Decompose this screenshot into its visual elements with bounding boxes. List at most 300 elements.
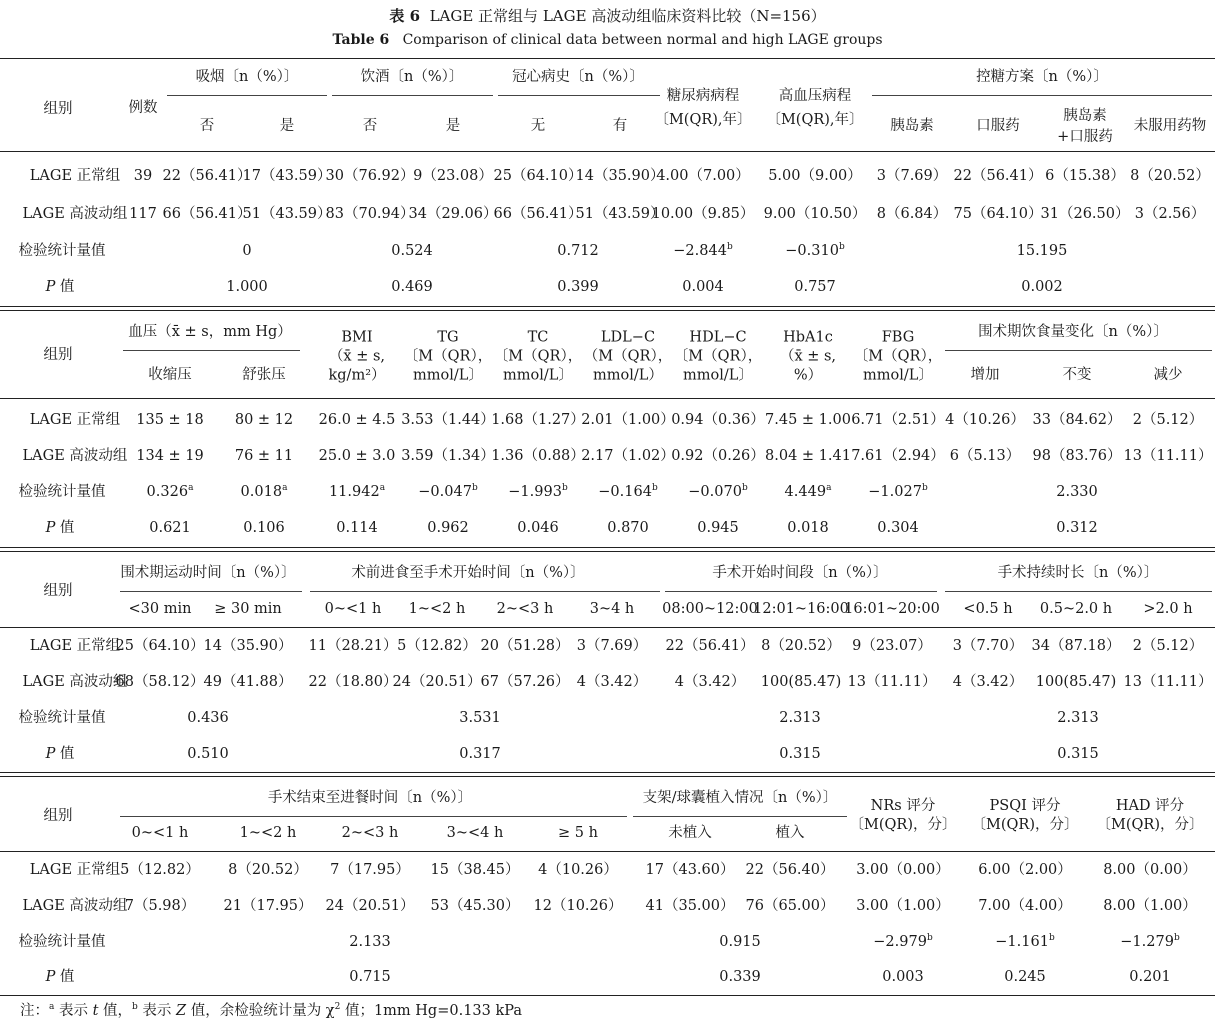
p-letter: P xyxy=(45,520,56,536)
subheader: 1~<2 h xyxy=(239,825,297,841)
cell-stat: 15.195 xyxy=(1016,243,1068,259)
cell-normal: 6.00（2.00） xyxy=(978,862,1072,878)
table-rule xyxy=(0,306,1215,307)
cell-p: 0.312 xyxy=(1056,520,1098,536)
cell-high: 41（35.00） xyxy=(645,898,735,914)
p-letter: P xyxy=(45,969,56,985)
cell-high: 49（41.88） xyxy=(203,674,293,690)
cell-high: 4（3.42） xyxy=(576,674,648,690)
cell-stat: −2.979$^b$ xyxy=(873,933,933,950)
table-caption-chinese xyxy=(0,5,1215,26)
subheader: 2~<3 h xyxy=(341,825,399,841)
header-drinking: 饮酒〔n（%）〕 xyxy=(360,69,464,85)
header-tg xyxy=(404,329,492,386)
cell-p: 0.201 xyxy=(1129,969,1171,985)
subheader: 有 xyxy=(612,118,628,134)
subheader: 植入 xyxy=(775,825,805,841)
cell-high: 8.04 ± 1.41 xyxy=(765,448,851,464)
subheader: <0.5 h xyxy=(963,601,1013,617)
header-hdl xyxy=(674,329,762,386)
cell-stat: 0.436 xyxy=(187,710,229,726)
row-label-high: LAGE 高波动组 xyxy=(22,898,128,914)
header-bmi-line: kg/m²） xyxy=(328,367,386,384)
cell-normal: 3（7.70） xyxy=(952,638,1024,654)
table-rule xyxy=(0,310,1215,311)
cell-high: 3.00（1.00） xyxy=(856,898,950,914)
cell-normal: 8（20.52） xyxy=(1130,168,1210,184)
cell-high: 100(85.47) xyxy=(1035,674,1117,690)
cell-normal: 2（5.12） xyxy=(1132,638,1204,654)
subheader: 未植入 xyxy=(668,825,712,841)
p-value-label xyxy=(46,745,75,763)
header-bmi-line: （x̄ ± s, xyxy=(328,348,386,365)
p-suffix: 值 xyxy=(55,746,75,762)
header-tc-line: TC xyxy=(527,329,549,346)
cell-high: 1.36（0.88） xyxy=(491,448,585,464)
cell-high: 51（43.59） xyxy=(575,206,665,222)
row-label-normal: LAGE 正常组 xyxy=(29,168,121,184)
cell-high: 4（3.42） xyxy=(674,674,746,690)
cell-high: 24（20.51） xyxy=(325,898,415,914)
table-rule xyxy=(0,547,1215,548)
header-fasting-time: 术前进食至手术开始时间〔n（%）〕 xyxy=(351,565,585,581)
stat-superscript: b xyxy=(726,242,733,253)
header-hdl-line: HDL−C xyxy=(689,329,747,346)
cell-normal: 5.00（9.00） xyxy=(768,168,862,184)
subheader: 口服药 xyxy=(976,118,1020,134)
cell-p: 0.339 xyxy=(719,969,761,985)
row-label-stat: 检验统计量值 xyxy=(18,484,106,500)
header-psqi-line: 〔M(QR)，分〕 xyxy=(971,817,1079,833)
cell-stat: 4.449$^a$ xyxy=(784,483,832,500)
p-letter: P xyxy=(45,746,56,762)
header-htn-duration-unit: 〔M(QR),年〕 xyxy=(766,112,864,128)
group-column-header: 组别 xyxy=(43,583,73,599)
cell-high: 7.00（4.00） xyxy=(978,898,1072,914)
header-fbg xyxy=(854,329,942,386)
cell-normal: 3.53（1.44） xyxy=(401,412,495,428)
subheader: 否 xyxy=(362,118,378,134)
cell-high: 34（29.06） xyxy=(408,206,498,222)
cell-p: 0.106 xyxy=(243,520,285,536)
stat-superscript: b xyxy=(926,933,933,944)
header-fbg-line: mmol/L〕 xyxy=(863,367,933,384)
header-tg-line: mmol/L〕 xyxy=(413,367,483,384)
cell-p: 0.469 xyxy=(391,279,433,295)
subheader: 2~<3 h xyxy=(496,601,554,617)
subheader: 无 xyxy=(530,118,546,134)
p-value-label xyxy=(46,519,75,537)
subheader: <30 min xyxy=(128,601,192,617)
cell-high: 13（11.11） xyxy=(1123,448,1213,464)
cell-high: 76（65.00） xyxy=(745,898,835,914)
stat-superscript: b xyxy=(838,242,845,253)
cell-normal: 2（5.12） xyxy=(1132,412,1204,428)
subheader: 1~<2 h xyxy=(408,601,466,617)
cell-high: 22（18.80） xyxy=(308,674,398,690)
cell-normal: 8（20.52） xyxy=(761,638,841,654)
cell-stat: −0.310$^b$ xyxy=(785,242,845,259)
cell-p: 0.962 xyxy=(427,520,469,536)
header-nrs xyxy=(850,797,957,835)
subheader: 胰岛素 xyxy=(1063,108,1107,124)
p-value-label xyxy=(46,278,75,296)
cell-normal: 22（56.41） xyxy=(162,168,252,184)
cell-high: 134 ± 19 xyxy=(136,448,204,464)
subheader: 舒张压 xyxy=(242,367,286,383)
cell-normal: 8（20.52） xyxy=(228,862,308,878)
cell-stat: 0.524 xyxy=(391,243,433,259)
header-dm-duration-unit: 〔M(QR),年〕 xyxy=(654,112,752,128)
cell-high: 31（26.50） xyxy=(1040,206,1130,222)
cell-stat: −2.844$^b$ xyxy=(673,242,733,259)
stat-superscript: a xyxy=(282,483,288,494)
group-underline xyxy=(120,591,302,592)
subheader: 0~<1 h xyxy=(324,601,382,617)
p-letter: P xyxy=(45,279,56,295)
cell-high: 66（56.41） xyxy=(162,206,252,222)
header-dm-duration: 糖尿病病程 xyxy=(666,88,740,104)
cell-normal: 25（64.10） xyxy=(115,638,205,654)
cell-p: 0.245 xyxy=(1004,969,1046,985)
cell-high: 0.92（0.26） xyxy=(671,448,765,464)
group-column-header: 组别 xyxy=(43,347,73,363)
subheader: 否 xyxy=(199,118,215,134)
cell-p: 0.114 xyxy=(336,520,378,536)
cell-normal: 3（7.69） xyxy=(876,168,948,184)
header-ldl-line: （M（QR）， xyxy=(583,348,673,365)
subheader: ≥ 5 h xyxy=(558,825,598,841)
subheader: 16:01~20:00 xyxy=(844,601,940,617)
cell-p: 0.399 xyxy=(557,279,599,295)
cell-high: 76 ± 11 xyxy=(234,448,294,464)
caption-text: LAGE 正常组与 LAGE 高波动组临床资料比较（N=156） xyxy=(429,7,826,25)
cell-normal: 80 ± 12 xyxy=(234,412,294,428)
row-label-normal: LAGE 正常组 xyxy=(29,412,121,428)
header-had xyxy=(1097,797,1204,835)
table-number-en: Table 6 xyxy=(332,32,390,48)
cell-normal: 25（64.10） xyxy=(493,168,583,184)
group-underline xyxy=(498,95,660,96)
subheader: 未服用药物 xyxy=(1133,118,1207,134)
group-underline xyxy=(945,350,1212,351)
header-hdl-line: mmol/L〕 xyxy=(683,367,753,384)
subheader: 增加 xyxy=(970,367,1000,383)
p-suffix: 值 xyxy=(55,520,75,536)
cell-p: 1.000 xyxy=(226,279,268,295)
subheader: 是 xyxy=(445,118,461,134)
cell-stat: 0.018$^a$ xyxy=(240,483,288,500)
header-glucose-plan: 控糖方案〔n（%）〕 xyxy=(976,69,1108,85)
cell-high: 75（64.10） xyxy=(953,206,1043,222)
cell-p: 0.757 xyxy=(794,279,836,295)
cell-stat: −1.279$^b$ xyxy=(1120,933,1180,950)
cell-high: 10.00（9.85） xyxy=(651,206,755,222)
group-underline xyxy=(872,95,1212,96)
group-underline xyxy=(123,350,300,351)
header-hdl-line: 〔M（QR）， xyxy=(673,348,763,365)
cell-high: 8（6.84） xyxy=(876,206,948,222)
cell-p: 0.317 xyxy=(459,746,501,762)
table-rule xyxy=(0,627,1215,628)
header-surgery-start: 手术开始时间段〔n（%）〕 xyxy=(712,565,888,581)
cell-p: 0.870 xyxy=(607,520,649,536)
group-column-header: 组别 xyxy=(43,101,73,117)
cell-normal: 135 ± 18 xyxy=(136,412,204,428)
header-had-line: 〔M(QR)，分〕 xyxy=(1096,817,1204,833)
stat-superscript: b xyxy=(741,483,748,494)
cell-normal: 3.00（0.00） xyxy=(856,862,950,878)
cell-stat: 3.531 xyxy=(459,710,501,726)
subheader: 08:00~12:00 xyxy=(662,601,758,617)
subheader: ≥ 30 min xyxy=(214,601,282,617)
group-underline xyxy=(310,591,660,592)
cell-p: 0.315 xyxy=(779,746,821,762)
cell-normal: 17（43.59） xyxy=(242,168,332,184)
cell-p: 0.046 xyxy=(517,520,559,536)
cell-normal: 34（87.18） xyxy=(1031,638,1121,654)
stat-superscript: b xyxy=(1173,933,1180,944)
cell-normal: 1.68（1.27） xyxy=(491,412,585,428)
header-nrs-line: 〔M(QR)，分〕 xyxy=(849,817,957,833)
header-tc-line: mmol/L〕 xyxy=(503,367,573,384)
header-tg-line: TG xyxy=(437,329,459,346)
subheader: +口服药 xyxy=(1057,129,1113,145)
cell-stat: 0.915 xyxy=(719,934,761,950)
cell-high: 3（2.56） xyxy=(1134,206,1206,222)
header-hba1c-line: （x̄ ± s, xyxy=(779,348,837,365)
cell-normal: 5（12.82） xyxy=(397,638,477,654)
cell-normal: 17（43.60） xyxy=(645,862,735,878)
cell-stat: 2.313 xyxy=(1057,710,1099,726)
cell-normal: 22（56.41） xyxy=(953,168,1043,184)
cell-high: 66（56.41） xyxy=(493,206,583,222)
cell-normal: 0.94（0.36） xyxy=(671,412,765,428)
cell-stat: 2.133 xyxy=(349,934,391,950)
row-label-stat: 检验统计量值 xyxy=(18,243,106,259)
header-ldl xyxy=(584,329,672,386)
cell-p: 0.315 xyxy=(1057,746,1099,762)
p-value-label xyxy=(46,968,75,986)
cell-high: 6（5.13） xyxy=(949,448,1021,464)
stat-superscript: b xyxy=(921,483,928,494)
subheader: >2.0 h xyxy=(1143,601,1193,617)
header-hba1c-line: %） xyxy=(793,367,823,384)
cell-normal: 20（51.28） xyxy=(480,638,570,654)
cell-stat: 0.326$^a$ xyxy=(146,483,194,500)
header-exercise-time: 围术期运动时间〔n（%）〕 xyxy=(120,565,296,581)
stat-superscript: b xyxy=(471,483,478,494)
stat-superscript: a xyxy=(826,483,832,494)
cell-high: 67（57.26） xyxy=(480,674,570,690)
cell-stat: −0.047$^b$ xyxy=(418,483,478,500)
cell-stat: 2.313 xyxy=(779,710,821,726)
cell-normal: 33（84.62） xyxy=(1032,412,1122,428)
row-label-high: LAGE 高波动组 xyxy=(22,448,128,464)
cell-stat: 0 xyxy=(242,243,252,259)
header-bmi-line: BMI xyxy=(341,329,373,346)
cell-normal: 4（10.26） xyxy=(538,862,618,878)
cell-normal: 22（56.40） xyxy=(745,862,835,878)
header-cases: 例数 xyxy=(128,100,158,116)
table-rule xyxy=(0,851,1215,852)
table-rule xyxy=(0,58,1215,59)
cell-normal: 14（35.90） xyxy=(575,168,665,184)
cell-high: 12（10.26） xyxy=(533,898,623,914)
cell-p: 0.003 xyxy=(882,969,924,985)
cell-high: 51（43.59） xyxy=(242,206,332,222)
table-rule xyxy=(0,995,1215,996)
header-surgery-duration: 手术持续时长〔n（%）〕 xyxy=(997,565,1159,581)
cell-normal: 6.71（2.51） xyxy=(851,412,945,428)
header-meal-time: 手术结束至进餐时间〔n（%）〕 xyxy=(267,790,473,806)
cell-high: 25.0 ± 3.0 xyxy=(318,448,396,464)
stat-superscript: b xyxy=(651,483,658,494)
cell-stat: −1.161$^b$ xyxy=(995,933,1055,950)
cell-high: 83（70.94） xyxy=(325,206,415,222)
cell-high: 24（20.51） xyxy=(392,674,482,690)
row-label-high: LAGE 高波动组 xyxy=(22,206,128,222)
cell-high: 7.61（2.94） xyxy=(851,448,945,464)
cell-p: 0.002 xyxy=(1021,279,1063,295)
cell-stat: −0.164$^b$ xyxy=(598,483,658,500)
header-hba1c-line: HbA1c xyxy=(783,329,833,346)
cell-normal: 9（23.07） xyxy=(852,638,932,654)
table-rule xyxy=(0,551,1215,552)
header-fbg-line: 〔M（QR）， xyxy=(853,348,943,365)
stat-superscript: a xyxy=(379,483,386,494)
table-rule xyxy=(0,151,1215,152)
cell-high: 100(85.47) xyxy=(760,674,842,690)
cell-normal: 3（7.69） xyxy=(576,638,648,654)
cell-normal: 9（23.08） xyxy=(413,168,493,184)
subheader: 3~<4 h xyxy=(446,825,504,841)
table-caption-english xyxy=(0,32,1215,48)
header-tg-line: 〔M（QR）， xyxy=(403,348,493,365)
group-column-header: 组别 xyxy=(43,808,73,824)
group-underline xyxy=(120,816,627,817)
cell-normal: 6（15.38） xyxy=(1045,168,1125,184)
cell-high: 53（45.30） xyxy=(430,898,520,914)
header-tc-line: 〔M（QR）， xyxy=(493,348,583,365)
cell-normal: 2.01（1.00） xyxy=(581,412,675,428)
cell-high: 13（11.11） xyxy=(1123,674,1213,690)
header-psqi xyxy=(972,797,1079,835)
header-ldl-line: LDL−C xyxy=(600,329,656,346)
subheader: 收缩压 xyxy=(148,367,192,383)
stat-superscript: b xyxy=(561,483,568,494)
cell-p: 0.018 xyxy=(787,520,829,536)
header-tc xyxy=(494,329,582,386)
group-underline xyxy=(167,95,327,96)
cell-p: 0.945 xyxy=(697,520,739,536)
caption-text-en: Comparison of clinical data between normal and high LAGE groups xyxy=(402,32,883,48)
cell-high: 7（5.98） xyxy=(124,898,196,914)
subheader: 12:01~16:00 xyxy=(753,601,849,617)
subheader: 胰岛素 xyxy=(890,118,934,134)
cell-normal: 22（56.41） xyxy=(665,638,755,654)
stat-superscript: a xyxy=(188,483,194,494)
cell-high: 68（58.12） xyxy=(115,674,205,690)
header-blood-pressure: 血压（x̄ ± s，mm Hg） xyxy=(128,324,292,340)
header-htn-duration: 高血压病程 xyxy=(778,88,852,104)
row-label-stat: 检验统计量值 xyxy=(18,710,106,726)
cell-stat: 2.330 xyxy=(1056,484,1098,500)
row-label-high: LAGE 高波动组 xyxy=(22,674,128,690)
header-ldl-line: mmol/L） xyxy=(593,367,663,384)
row-label-stat: 检验统计量值 xyxy=(18,934,106,950)
group-underline xyxy=(945,591,1212,592)
cell-high: 3.59（1.34） xyxy=(401,448,495,464)
cell-normal: 7.45 ± 1.00 xyxy=(765,412,851,428)
group-underline xyxy=(633,816,847,817)
cell-normal: 8.00（0.00） xyxy=(1103,862,1197,878)
cell-normal: 4（10.26） xyxy=(945,412,1025,428)
cell-high: 8.00（1.00） xyxy=(1103,898,1197,914)
cell-normal: 7（17.95） xyxy=(330,862,410,878)
stat-superscript: b xyxy=(1048,933,1055,944)
header-stent: 支架/球囊植入情况〔n（%）〕 xyxy=(642,790,838,806)
cell-high: 13（11.11） xyxy=(847,674,937,690)
cell-stat: 0.712 xyxy=(557,243,599,259)
group-underline xyxy=(332,95,493,96)
cell-high: 9.00（10.50） xyxy=(763,206,867,222)
cell-normal: 39 xyxy=(133,168,153,184)
header-psqi-line: PSQI 评分 xyxy=(989,798,1061,814)
row-label-normal: LAGE 正常组 xyxy=(29,862,121,878)
header-hba1c xyxy=(780,329,836,386)
cell-stat: −1.027$^b$ xyxy=(868,483,928,500)
subheader: 是 xyxy=(279,118,295,134)
subheader: 不变 xyxy=(1062,367,1092,383)
cell-normal: 30（76.92） xyxy=(325,168,415,184)
cell-p: 0.510 xyxy=(187,746,229,762)
row-label-normal: LAGE 正常组 xyxy=(29,638,121,654)
cell-high: 2.17（1.02） xyxy=(581,448,675,464)
header-nrs-line: NRs 评分 xyxy=(870,798,936,814)
table-rule xyxy=(0,398,1215,399)
group-underline xyxy=(665,591,937,592)
cell-p: 0.004 xyxy=(682,279,724,295)
cell-high: 98（83.76） xyxy=(1032,448,1122,464)
table-number: 表 6 xyxy=(389,7,421,25)
cell-normal: 11（28.21） xyxy=(308,638,398,654)
cell-stat: −0.070$^b$ xyxy=(688,483,748,500)
cell-normal: 14（35.90） xyxy=(203,638,293,654)
cell-p: 0.715 xyxy=(349,969,391,985)
footnote: 注：$^a$ 表示 t 值，$^b$ 表示 Z 值，余检验统计量为 $\chi^2$ 值；1mm Hg=0.133 kPa xyxy=(20,1002,523,1019)
cell-normal: 5（12.82） xyxy=(120,862,200,878)
cell-normal: 26.0 ± 4.5 xyxy=(318,412,396,428)
header-had-line: HAD 评分 xyxy=(1115,798,1185,814)
subheader: 0~<1 h xyxy=(131,825,189,841)
header-bmi xyxy=(328,329,385,386)
header-chd-history: 冠心病史〔n（%）〕 xyxy=(512,69,644,85)
cell-normal: 15（38.45） xyxy=(430,862,520,878)
cell-normal: 4.00（7.00） xyxy=(656,168,750,184)
table-rule xyxy=(0,772,1215,773)
header-smoking: 吸烟〔n（%）〕 xyxy=(195,69,299,85)
table-rule xyxy=(0,776,1215,777)
cell-p: 0.304 xyxy=(877,520,919,536)
subheader: 0.5~2.0 h xyxy=(1039,601,1113,617)
cell-p: 0.621 xyxy=(149,520,191,536)
p-suffix: 值 xyxy=(55,279,75,295)
cell-high: 4（3.42） xyxy=(952,674,1024,690)
cell-stat: −1.993$^b$ xyxy=(508,483,568,500)
subheader: 3~4 h xyxy=(589,601,635,617)
header-fbg-line: FBG xyxy=(881,329,915,346)
